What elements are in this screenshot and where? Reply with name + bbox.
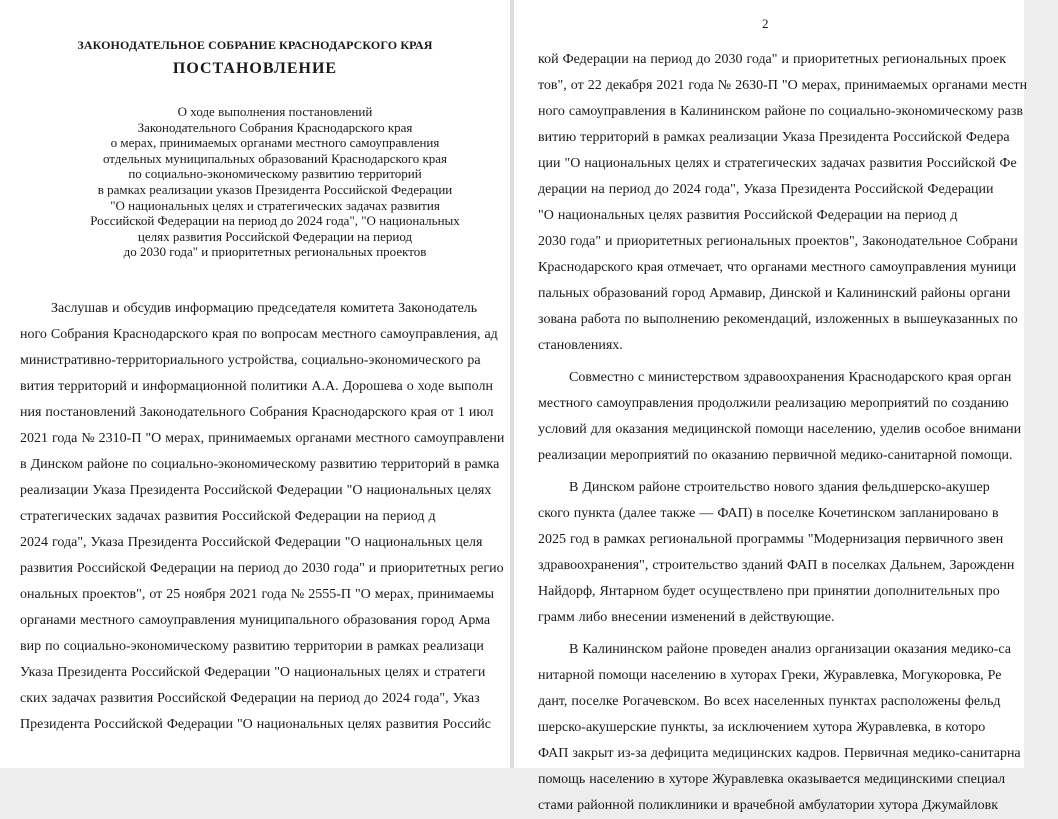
subject-line: "О национальных целях и стратегических задачах развития [110,197,440,213]
subject-line: о мерах, принимаемых органами местного самоуправления [110,135,440,151]
text-line: 2030 года" и приоритетных региональных проектов", Законодательное Собрани [538,234,1018,249]
text-line: здравоохранения", строительство зданий ФАП в поселках Дальнем, Зарожденн [538,558,1015,573]
text-line: стами районной поликлиники и врачебной амбулатории хутора Джумайловк [538,798,999,813]
text-line: стратегических задачах развития Российской Федерации на период д [20,509,436,524]
text-line: ного Собрания Краснодарского края по вопросам местного самоуправления, ад [20,327,498,342]
text-line: грамм либо внесении изменений в действующие. [538,610,835,625]
subject-line: отдельных муниципальных образований Краснодарского края [102,150,448,166]
subject-line: по социально-экономическому развитию территорий [128,166,422,182]
text-line: зована работа по выполнению рекомендаций, изложенных в вышеуказанных по [538,312,1018,327]
text-line: реализации Указа Президента Российской Федерации "О национальных целях [20,483,492,498]
text-line: органами местного самоуправления муниципального образования город Арма [20,613,491,628]
text-line: ских задачах развития Российской Федерации на период до 2024 года", Указ [20,691,480,706]
text-line: 2024 года", Указа Президента Российской Федерации "О национальных целя [20,535,483,550]
subject-line: О ходе выполнения постановлений [177,104,373,119]
subject-line: в рамках реализации указов Президента Российской Федерации [97,181,453,197]
text-line: становлениях. [538,338,623,353]
subject-line: Российской Федерации на период до 2024 года", "О национальных [90,213,460,229]
text-line: Заслушав и обсудив информацию председателя комитета Законодатель [51,301,478,316]
text-line: В Калининском районе проведен анализ организации оказания медико-са [569,642,1012,657]
text-line: Найдорф, Янтарном будет осуществлено при принятии дополнительных про [538,584,1000,599]
text-line: пальных образований город Армавир, Динской и Калининский районы органи [538,286,1011,301]
text-line: ния постановлений Законодательного Собрания Краснодарского края от 1 июл [20,405,494,420]
text-line: ского пункта (далее также — ФАП) в поселке Кочетинском запланировано в [538,506,999,521]
text-line: нитарной помощи населению в хуторах Греки, Журавлевка, Могукоровка, Ре [538,668,1002,683]
subject-line: Законодательного Собрания Краснодарского края [137,119,413,135]
text-line: В Динском районе строительство нового здания фельдшерско-акушер [569,480,990,495]
text-line: ФАП закрыт из-за дефицита медицинских кадров. Первичная медико-санитарна [538,746,1021,761]
text-line: шерско-акушерские пункты, за исключением хутора Журавлевка, в которо [538,720,986,735]
document-type-title: ПОСТАНОВЛЕНИЕ [172,60,338,77]
document-page-1 [0,0,510,768]
text-line: витию территорий в рамках реализации Указа Президента Российской Федера [538,130,1010,145]
text-line: кой Федерации на период до 2030 года" и приоритетных региональных проек [538,52,1007,67]
text-line: 2025 год в рамках региональной программы "Модернизация первичного звен [538,532,1004,547]
text-line: в Динском районе по социально-экономическому развитию территорий в рамка [20,457,500,472]
document-page-2 [514,0,1028,813]
organization-heading: ЗАКОНОДАТЕЛЬНОЕ СОБРАНИЕ КРАСНОДАРСКОГО КРАЯ [77,38,433,52]
text-line: 2021 года № 2310-П "О мерах, принимаемых органами местного самоуправлени [20,431,505,446]
page-number: 2 [762,16,769,31]
text-line: местного самоуправления продолжили реализацию мероприятий по созданию [538,396,1009,411]
text-line: развития Российской Федерации на период до 2030 года" и приоритетных регио [20,561,504,576]
text-line: вир по социально-экономическому развитию территории в рамках реализаци [20,639,484,654]
text-line: реализации мероприятий по оказанию первичной медико-санитарной помощи. [538,448,1013,463]
resolution-body-text [20,296,560,738]
resolution-body-text-continued [538,47,1058,819]
text-line: ного самоуправления в Калининском районе по социально-экономическому разв [538,104,1024,119]
text-line: помощь населению в хуторе Журавлевка оказывается медицинскими специал [538,772,1006,787]
text-line: Краснодарского края отмечает, что органами местного самоуправления муници [538,260,1017,275]
text-line: ональных проектов", от 25 ноября 2021 года № 2555-П "О мерах, принимаемы [20,587,495,602]
text-line: Президента Российской Федерации "О национальных целях развития Российс [20,717,492,732]
subject-line: целях развития Российской Федерации на период [137,228,413,244]
text-line: министративно-территориального устройства, социально-экономического ра [20,353,481,368]
text-line: дерации на период до 2024 года", Указа Президента Российской Федерации [538,182,994,197]
text-line: ции "О национальных целях и стратегических задачах развития Российской Фе [538,156,1017,171]
subject-line: до 2030 года" и приоритетных региональных проектов [123,244,427,260]
text-line: вития территорий и информационной политики А.А. Дорошева о ходе выполн [20,379,493,394]
document-subject [40,104,510,260]
text-line: тов", от 22 декабря 2021 года № 2630-П "О мерах, принимаемых органами местн [538,78,1028,93]
text-line: дант, поселке Рогачевском. Во всех населенных пунктах расположены фельд [538,694,1001,709]
text-line: условий для оказания медицинской помощи населению, уделив особое внимани [538,422,1022,437]
text-line: Указа Президента Российской Федерации "О национальных целях и стратеги [20,665,486,680]
text-line: Совместно с министерством здравоохранения Краснодарского края орган [569,370,1012,385]
text-line: "О национальных целях развития Российской Федерации на период д [538,208,958,223]
